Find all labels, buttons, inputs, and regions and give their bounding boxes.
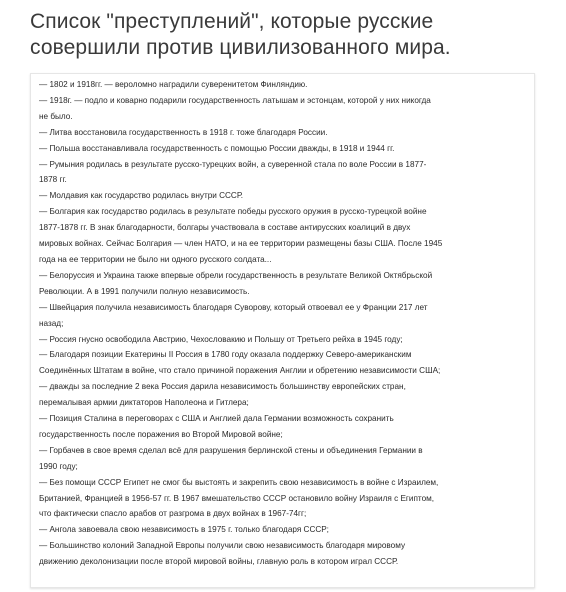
document-image[interactable] — [30, 73, 535, 588]
post-title-line-1: Список "преступлений", которые русские — [30, 10, 434, 33]
document-list — [39, 77, 526, 570]
document-text-line: не было. — [39, 111, 73, 121]
document-list-item — [39, 379, 526, 411]
document-text-line: — Румыния родилась в результате русско-турецких войн, а суверенной стала по воле России в 1877- — [39, 159, 427, 169]
document-text-line: — Польша восстанавливала государственность с помощью России дважды, в 1918 и 1944 гг. — [39, 143, 395, 153]
document-text-line: 1877-1878 гг. В знак благодарности, болгары участвовала в составе антирусских коалиций в двух — [39, 223, 411, 233]
document-text-line: — 1918г. — подло и коварно подарили государственность латышам и эстонцам, которой у них никогда — [39, 95, 431, 105]
document-text-line: Соединённых Штатам в войне, что стало причиной поражения Англии и обретению независимости США; — [39, 366, 441, 376]
document-text-line: — Литва восстановила государственность в 1918 г. тоже благодаря России. — [39, 127, 328, 137]
document-text-line: — Белоруссия и Украина также впервые обрели государственность в результате Великой Октябрьской — [39, 270, 433, 280]
post-title-line-2: совершили против цивилизованного мира. — [30, 36, 451, 59]
document-list-item — [39, 93, 526, 125]
document-text-line: Революции. А в 1991 получили полную независимость. — [39, 286, 250, 296]
document-list-item — [39, 204, 526, 268]
document-list-item — [39, 411, 526, 443]
document-list-item — [39, 125, 526, 141]
document-text-line: 1990 году; — [39, 461, 78, 471]
document-list-item — [39, 77, 526, 93]
document-list-item — [39, 443, 526, 475]
document-text-line: — Горбачев в свое время сделал всё для разрушения берлинской стены и объединения Германии в — [39, 445, 423, 455]
document-text-line: — Молдавия как государство родилась внутри СССР. — [39, 191, 244, 201]
document-list-item — [39, 300, 526, 332]
document-text-line: перемалывая армии диктаторов Наполеона и Гитлера; — [39, 398, 249, 408]
document-text-line: государственность после поражения во Второй Мировой войне; — [39, 429, 283, 439]
document-list-item — [39, 141, 526, 157]
document-text-line: — Швейцария получила независимость благодаря Суворову, который отвоевал ее у Франции 217 лет — [39, 302, 428, 312]
document-text-line: — Болгария как государство родилась в результате победы русского оружия в русско-турецкой войне — [39, 207, 427, 217]
document-text-line: года на ее территории не было ни одного русского солдата... — [39, 254, 272, 264]
document-text-line: Британией, Францией в 1956-57 гг. В 1967 вмешательство СССР остановило войну Израиля с Египтом, — [39, 493, 435, 503]
document-text-line: движению деколонизации после второй мировой войны, главную роль в котором играл СССР. — [39, 557, 399, 567]
document-text-line: — Без помощи СССР Египет не смог бы выстоять и закрепить свою независимость в войне с Израилем, — [39, 477, 439, 487]
document-list-item — [39, 538, 526, 570]
document-text-line: — Ангола завоевала свою независимость в 1975 г. только благодаря СССР; — [39, 525, 329, 535]
document-text-line: 1878 гг. — [39, 175, 67, 185]
document-list-item — [39, 157, 526, 189]
document-text-line: — дважды за последние 2 века Россия дарила независимость большинству европейских стран, — [39, 382, 406, 392]
document-text-line: — Благодаря позиции Екатерины II Россия в 1780 году оказала поддержку Северо-американским — [39, 350, 412, 360]
document-text-line: — Большинство колоний Западной Европы получили свою независимость благодаря мировому — [39, 541, 406, 551]
document-text-line: — Позиция Сталина в переговорах с США и Англией дала Германии возможность сохранить — [39, 414, 394, 424]
document-text-line: что фактически спасло арабов от разгрома в двух войнах в 1967-74гг; — [39, 509, 307, 519]
document-list-item — [39, 522, 526, 538]
document-list-item — [39, 188, 526, 204]
document-list-item — [39, 475, 526, 523]
document-text-line: — 1802 и 1918гг. — вероломно наградили суверенитетом Финляндию. — [39, 80, 308, 89]
document-list-item — [39, 268, 526, 300]
document-list-item — [39, 332, 526, 348]
document-list-item — [39, 347, 526, 379]
document-text-line: — Россия гнусно освободила Австрию, Чехословакию и Польшу от Третьего рейха в 1945 году; — [39, 334, 403, 344]
post-title — [30, 9, 550, 61]
document-text-line: назад; — [39, 318, 64, 328]
document-text-line: мировых войнах. Сейчас Болгария — член НАТО, и на ее территории размещены базы США. После 1945 — [39, 239, 443, 249]
